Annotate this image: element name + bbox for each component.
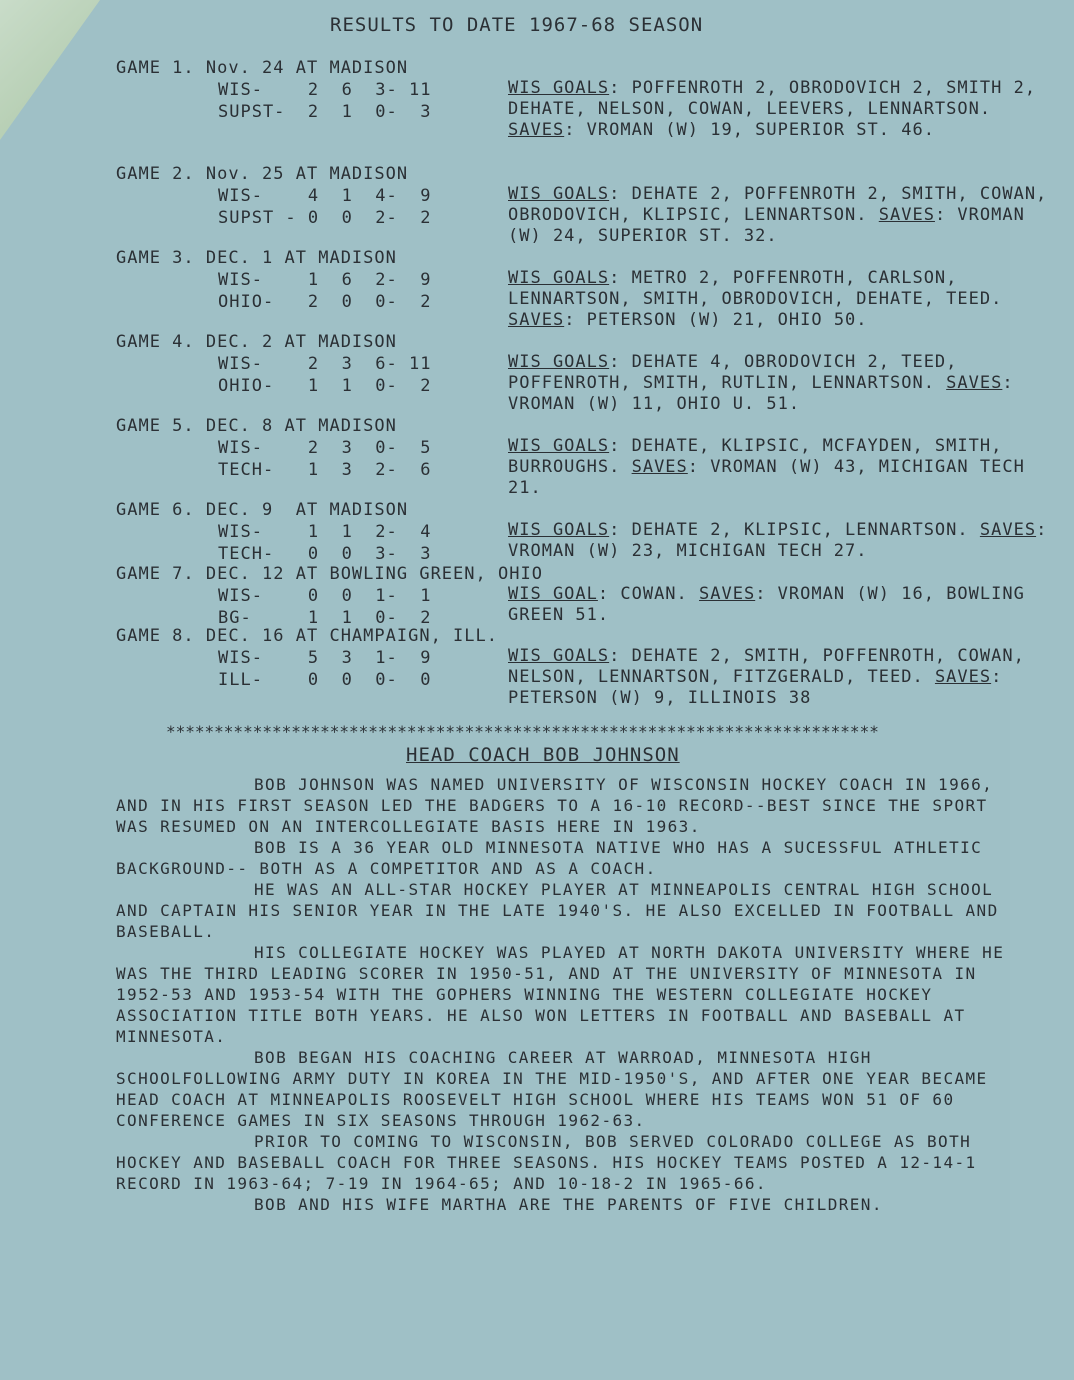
saves-label: SAVES [699, 584, 756, 604]
saves-label: SAVES [508, 120, 565, 140]
goals-text: : DEHATE 2, KLIPSIC, LENNARTSON. [609, 520, 980, 540]
game-header: GAME 8. DEC. 16 AT CHAMPAIGN, ILL. [116, 626, 498, 646]
game-notes [508, 268, 1048, 331]
score-row: WIS- 1 1 2- 4 [218, 522, 432, 542]
saves-label: SAVES [979, 520, 1037, 540]
score-row: WIS- 5 3 1- 9 [218, 648, 432, 668]
goals-label: WIS GOALS [508, 78, 610, 98]
game-header: GAME 1. Nov. 24 AT MADISON [116, 58, 409, 78]
goals-text: : DEHATE 2, SMITH, POFFENROTH, COWAN, NELSON, LENNARTSON, FITZGERALD, TEED. [508, 646, 1025, 687]
score-row: WIS- 0 0 1- 1 [218, 586, 432, 606]
saves-text: : PETERSON (W) 9, ILLINOIS 38 [508, 667, 1003, 708]
score-row: SUPST- 2 1 0- 3 [218, 102, 432, 122]
saves-text: : VROMAN (W) 23, MICHIGAN TECH 27. [508, 520, 1048, 561]
folded-corner [0, 0, 100, 140]
saves-label: SAVES [946, 373, 1003, 393]
game-block-4 [116, 332, 1074, 422]
goals-text: : POFFENROTH 2, OBRODOVICH 2, SMITH 2, DEHATE, NELSON, COWAN, LEEVERS, LENNARTSON. [508, 78, 1037, 119]
goals-label: WIS GOAL [508, 584, 598, 604]
game-block-6 [116, 500, 1074, 570]
game-header: GAME 4. DEC. 2 AT MADISON [116, 332, 397, 352]
bio-paragraph: HE WAS AN ALL-STAR HOCKEY PLAYER AT MINNEAPOLIS CENTRAL HIGH SCHOOL AND CAPTAIN HIS SENIOR YEAR IN THE LATE 1940'S. HE ALSO EXCELLED IN FOOTBALL AND BASEBALL. [116, 880, 999, 941]
section-title: HEAD COACH BOB JOHNSON [406, 744, 680, 766]
bio-paragraph: BOB BEGAN HIS COACHING CAREER AT WARROAD, MINNESOTA HIGH SCHOOLFOLLOWING ARMY DUTY IN KOREA IN THE MID-1950'S, AND AFTER ONE YEAR BECAME HEAD COACH AT MINNEAPOLIS ROOSEVELT HIGH SCHOOL WHERE HIS TEAMS WON 51 OF 60 CONFERENCE GAMES IN SIX SEASONS THROUGH 1962-63. [116, 1048, 988, 1130]
game-header: GAME 6. DEC. 9 AT MADISON [116, 500, 409, 520]
bio-paragraph: HIS COLLEGIATE HOCKEY WAS PLAYED AT NORTH DAKOTA UNIVERSITY WHERE HE WAS THE THIRD LEADING SCORER IN 1950-51, AND AT THE UNIVERSITY OF MINNESOTA IN 1952-53 AND 1953-54 WITH THE GOPHERS WINNING THE WESTERN COLLEGIATE HOCKEY ASSOCIATION TITLE BOTH YEARS. HE ALSO WON LETTERS IN FOOTBALL AND BASEBALL AT MINNESOTA. [116, 943, 1005, 1046]
score-row: TECH- 0 0 3- 3 [218, 544, 432, 564]
score-row: WIS- 4 1 4- 9 [218, 186, 432, 206]
game-header: GAME 5. DEC. 8 AT MADISON [116, 416, 397, 436]
game-block-7 [116, 564, 1074, 634]
saves-label: SAVES [631, 457, 688, 477]
score-row: OHIO- 1 1 0- 2 [218, 376, 432, 396]
game-block-8 [116, 626, 1074, 716]
saves-text: : VROMAN (W) 19, SUPERIOR ST. 46. [564, 120, 935, 140]
score-row: SUPST - 0 0 2- 2 [218, 208, 432, 228]
game-header: GAME 3. DEC. 1 AT MADISON [116, 248, 397, 268]
score-row: WIS- 1 6 2- 9 [218, 270, 432, 290]
game-block-1 [116, 58, 1074, 168]
goals-label: WIS GOALS [508, 184, 610, 204]
score-row: TECH- 1 3 2- 6 [218, 460, 432, 480]
goals-label: WIS GOALS [508, 520, 610, 540]
goals-text: : DEHATE 2, POFFENROTH 2, SMITH, COWAN, OBRODOVICH, KLIPSIC, LENNARTSON. [508, 184, 1048, 225]
game-notes [508, 78, 1048, 141]
score-row: BG- 1 1 0- 2 [218, 608, 432, 628]
game-notes [508, 436, 1048, 499]
game-notes [508, 520, 1048, 562]
bio-paragraph: BOB IS A 36 YEAR OLD MINNESOTA NATIVE WHO HAS A SUCESSFUL ATHLETIC BACKGROUND-- BOTH AS A COMPETITOR AND AS A COACH. [116, 838, 983, 878]
score-row: WIS- 2 3 0- 5 [218, 438, 432, 458]
saves-text: : VROMAN (W) 24, SUPERIOR ST. 32. [508, 205, 1025, 246]
score-row: OHIO- 2 0 0- 2 [218, 292, 432, 312]
bio-paragraph: BOB AND HIS WIFE MARTHA ARE THE PARENTS OF FIVE CHILDREN. [254, 1195, 883, 1214]
goals-label: WIS GOALS [508, 436, 610, 456]
saves-text: : VROMAN (W) 43, MICHIGAN TECH 21. [508, 457, 1025, 498]
saves-text: : PETERSON (W) 21, OHIO 50. [564, 310, 868, 330]
saves-label: SAVES [508, 310, 565, 330]
goals-label: WIS GOALS [508, 268, 610, 288]
coach-bio [116, 774, 1026, 1215]
score-row: WIS- 2 6 3- 11 [218, 80, 432, 100]
goals-label: WIS GOALS [508, 352, 610, 372]
game-header: GAME 7. DEC. 12 AT BOWLING GREEN, OHIO [116, 564, 543, 584]
goals-label: WIS GOALS [508, 646, 610, 666]
game-block-3 [116, 248, 1074, 338]
goals-text: : DEHATE, KLIPSIC, MCFAYDEN, SMITH, BURROUGHS. [508, 436, 1003, 477]
saves-label: SAVES [878, 205, 935, 225]
saves-text: : VROMAN (W) 16, BOWLING GREEN 51. [508, 584, 1025, 625]
game-header: GAME 2. Nov. 25 AT MADISON [116, 164, 409, 184]
score-row: WIS- 2 3 6- 11 [218, 354, 432, 374]
game-notes [508, 184, 1048, 247]
game-notes [508, 352, 1048, 415]
game-block-5 [116, 416, 1074, 506]
page-title: RESULTS TO DATE 1967-68 SEASON [330, 14, 704, 36]
game-notes [508, 646, 1048, 709]
score-row: ILL- 0 0 0- 0 [218, 670, 432, 690]
goals-text: : METRO 2, POFFENROTH, CARLSON, LENNARTSON, SMITH, OBRODOVICH, DEHATE, TEED. [508, 268, 1003, 309]
bio-paragraph: PRIOR TO COMING TO WISCONSIN, BOB SERVED COLORADO COLLEGE AS BOTH HOCKEY AND BASEBALL COACH FOR THREE SEASONS. HIS HOCKEY TEAMS POSTED A 12-14-1 RECORD IN 1963-64; 7-19 IN 1964-65; AND 10-18-2 IN 1965-66. [116, 1132, 977, 1193]
bio-paragraph: BOB JOHNSON WAS NAMED UNIVERSITY OF WISCONSIN HOCKEY COACH IN 1966, AND IN HIS FIRST SEASON LED THE BADGERS TO A 16-10 RECORD--BEST SINCE THE SPORT WAS RESUMED ON AN INTERCOLLEGIATE BASIS HERE IN 1963. [116, 775, 994, 836]
goals-text: : COWAN. [597, 584, 700, 604]
saves-text: : VROMAN (W) 11, OHIO U. 51. [508, 373, 1014, 414]
goals-text: : DEHATE 4, OBRODOVICH 2, TEED, POFFENROTH, SMITH, RUTLIN, LENNARTSON. [508, 352, 958, 393]
saves-label: SAVES [934, 667, 992, 687]
game-notes [508, 584, 1048, 626]
game-block-2 [116, 164, 1074, 254]
star-separator: ************************************************************************** [166, 722, 879, 741]
